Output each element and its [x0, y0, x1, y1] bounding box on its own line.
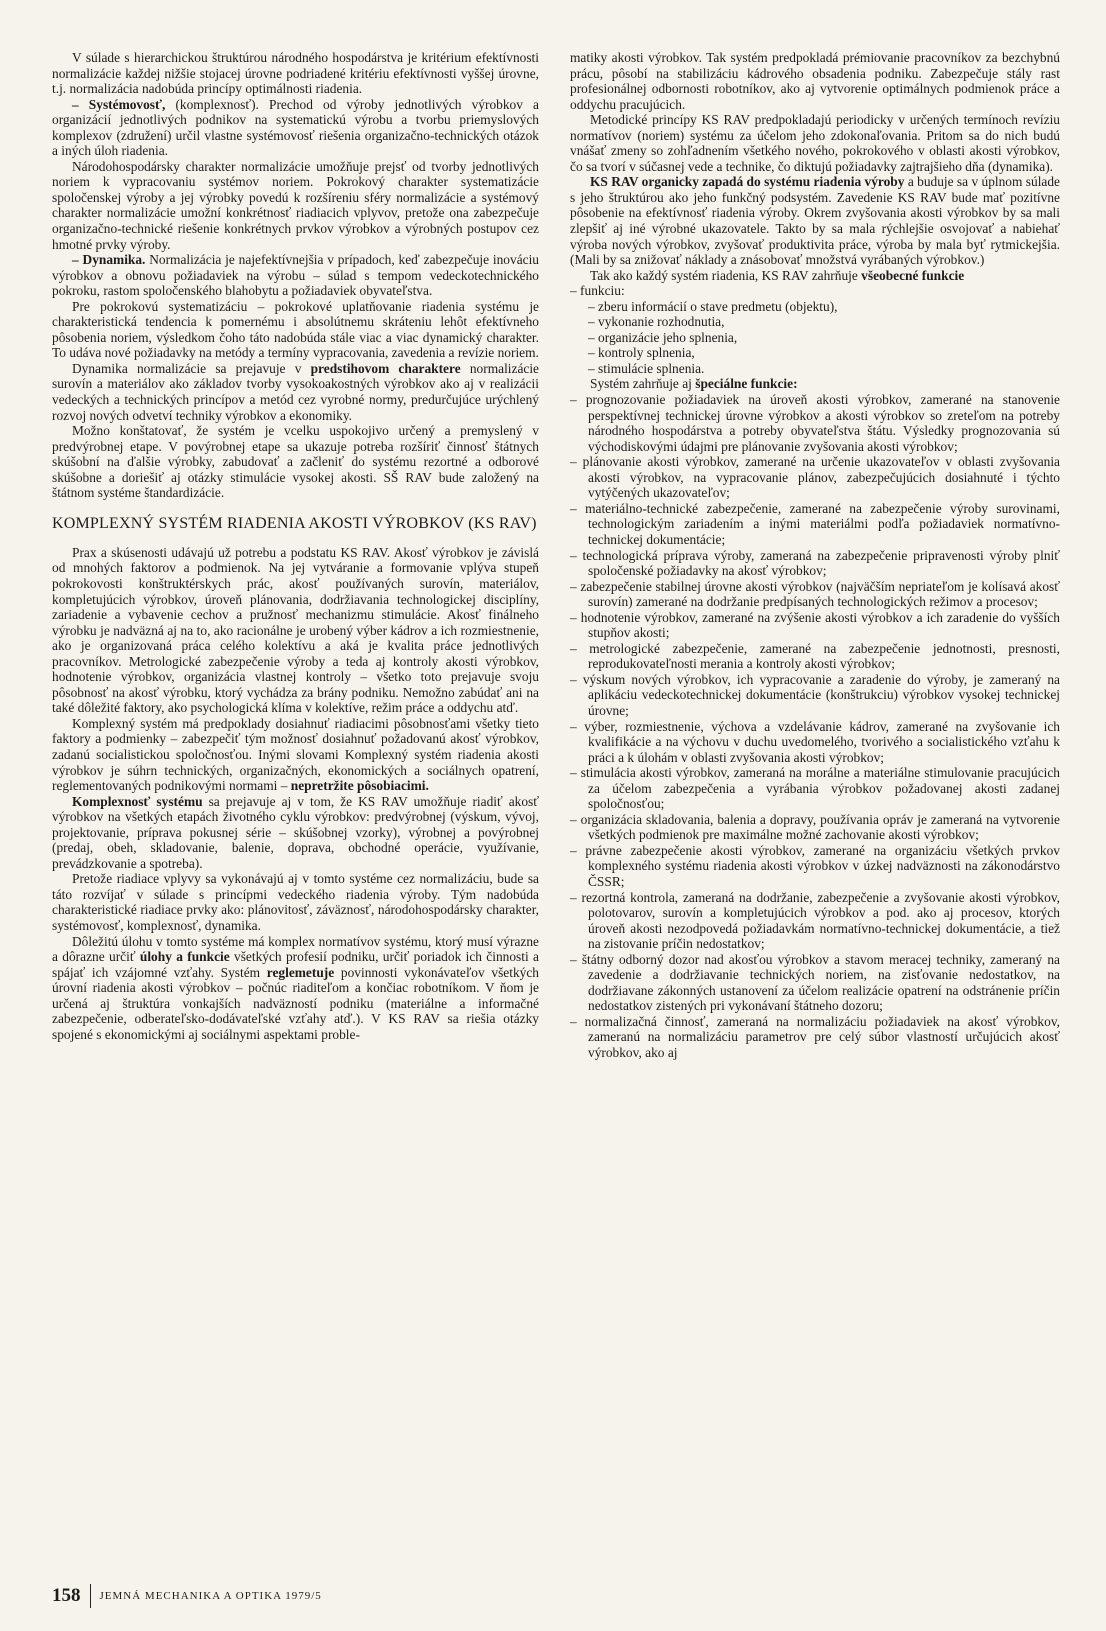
- list-item: – plánovanie akosti výrobkov, zamerané na určenie ukazovateľov v oblasti zvyšovania akosti výrobkov, na vypracovanie plánov, zabezpečujúcich dosiahnuté i týchto vytýčených ukazovateľov;: [570, 454, 1060, 501]
- list-item: – technologická príprava výroby, zameraná na zabezpečenie pripravenosti výroby plniť spoločenské požiadavky na akosť výrobkov;: [570, 547, 1060, 579]
- paragraph: Dôležitú úlohu v tomto systéme má komplex normatívov systému, ktorý musí výrazne a dôrazne určiť úlohy a funkcie všetkých profesií podniku, určiť poriadok ich činnosti a spájať ich vzájomné vzťahy. Systém reglemetuje povinnosti vykonávateľov všetkých úrovní riadenia akosti výrobkov – počnúc riaditeľom a končiac robotníkom. V ňom je určená aj štruktúra vonkajších nadväzností podniku (materiálne a informačné zabezpečenie, odberateľsko-dodávateľské vzťahy atď.). V KS RAV sa riešia otázky spojené s ekonomickými aj sociálnymi aspektami proble-: [52, 933, 539, 1042]
- paragraph: Dynamika normalizácie sa prejavuje v predstihovom charaktere normalizácie surovín a materiálov ako základov tvorby vysokoakostných výrobkov ako aj v realizácii vedeckých a technických princípov a metód cez vyrobné normy, predurčujúce urýchlený rozvoj nových odvetví techniky výrobkov a ekonomiky.: [52, 360, 540, 423]
- paragraph: Pretože riadiace vplyvy sa vykonávajú aj v tomto systéme cez normalizáciu, bude sa táto rozvíjať v súlade s princípmi vedeckého riadenia výroby. Tým nadobúda charakteristické riadiace prvky ako: plánovitosť, záväznosť, národohospodársky charakter, systémovosť, komplexnosť, dynamika.: [52, 871, 539, 933]
- journal-name: JEMNÁ MECHANIKA A OPTIKA 1979/5: [99, 1590, 322, 1602]
- list-item: – výber, rozmiestnenie, výchova a vzdelávanie kádrov, zamerané na zvyšovanie ich kvalifikácie a na výchovu v duchu uvedomelého, tvorivého a socialistického vzťahu k práci a k úlohám v oblasti zvyšovania akosti výrobkov;: [570, 718, 1060, 765]
- list-item: – vykonanie rozhodnutia,: [588, 314, 725, 330]
- list-item: – výskum nových výrobkov, ich vypracovanie a zaradenie do výroby, je zameraný na aplikáciu vedeckotechnickej dokumentácie (konštrukciu) výrobkov vysokej technickej úrovne;: [570, 671, 1060, 718]
- right-column: [570, 50, 1060, 1061]
- footer-divider: [90, 1584, 91, 1608]
- list-item: – materiálno-technické zabezpečenie, zamerané na zabezpečenie výroby surovinami, technologickým zariadením a inými materiálmi podľa požiadaviek normatívno-technickej dokumentácie;: [570, 500, 1060, 547]
- section-heading: KOMPLEXNÝ SYSTÉM RIADENIA AKOSTI VÝROBKOV (KS RAV): [52, 514, 537, 532]
- list-item: – právne zabezpečenie akosti výrobkov, zamerané na organizáciu všetkých prvkov komplexného systému riadenia akosti výrobkov v úzkej nadväznosti na zákonodárstvo ČSSR;: [570, 842, 1060, 889]
- paragraph: KS RAV organicky zapadá do systému riadenia výroby a buduje sa v úplnom súlade s jeho štruktúrou ako jeho funkčný podsystém. Zavedenie KS RAV bude mať pozitívne pôsobenie na efektívnosť riadenia výroby. Okrem zvyšovania akosti výrobkov by sa mali zlepšiť aj iné výrobné ukazovatele. Takto by sa mala rýchlejšie osvojovať a nabiehať výroba nových výrobkov, zvyšovať produktivita práce, výroba by mala byť rytmickejšia. (Mali by sa znižovať náklady a znásobovať množstvá vyrábaných výrobkov.): [570, 174, 1060, 268]
- paragraph: Tak ako každý systém riadenia, KS RAV zahrňuje všeobecné funkcie: [590, 267, 965, 283]
- paragraph: Národohospodársky charakter normalizácie umožňuje prejsť od tvorby jednotlivých noriem k vypracovaniu systémov noriem. Pokrokový charakter systematizácie spoločenskej výroby a jej výrobky povedú k rozšíreniu sféry normalizácie a systémový charakter normalizácie umožní konkrétnosť riadiacich vplyvov, pretože ona zabezpečuje organizačno-technické riešenie konkrétnych prvkov výrobkov a výrobných postupov cez hmotné prvky výroby.: [52, 158, 539, 252]
- bold-lead: – Dynamika.: [72, 252, 146, 268]
- paragraph: Metodické princípy KS RAV predpokladajú periodicky v určených termínoch revíziu normatívov (noriem) systému za účelom jeho zdokonaľovania. Pritom sa do nich budú vnášať zmeny so zohľadnením všetkého nového, pokrokového v oblasti akosti výrobkov, čo sa tvorí v súčasnej vede a technike, čo diktujú požiadavky zajtrajšieho dňa (dynamika).: [570, 112, 1060, 174]
- list-item: – stimulácie splnenia.: [588, 360, 705, 376]
- list-item: – organizácie jeho splnenia,: [588, 329, 738, 345]
- list-item: – hodnotenie výrobkov, zamerané na zvýšenie akosti výrobkov a ich zaradenie do vyšších stupňov akosti;: [570, 609, 1060, 641]
- list-item: – metrologické zabezpečenie, zamerané na zabezpečenie jednotnosti, presnosti, reprodukovateľnosti merania a kontroly akosti výrobkov;: [570, 640, 1060, 672]
- page-number: 158: [52, 1585, 81, 1606]
- list-item: – rezortná kontrola, zameraná na dodržanie, zabezpečenie a zvyšovanie akosti výrobkov, polotovarov, surovín a kompletujúcich výrobkov a pod. ako aj procesov, ktorých úroveň akosti nezodpovedá požiadavkám normatívno-technickej dokumentácie, a tiež na zistovanie príčin nedostatkov;: [570, 889, 1060, 952]
- paragraph: – Systémovosť, (komplexnosť). Prechod od výroby jednotlivých výrobkov a organizácií jednotlivých podnikov na systematickú výrobu a tvorbu priemyslových komplexov (združení) určil vlastne systémovosť riešenia organizačno-technických otázok a iných úloh riadenia.: [52, 96, 539, 159]
- paragraph: V súlade s hierarchickou štruktúrou národného hospodárstva je kritérium efektívnosti normalizácie každej nižšie stojacej úrovne podriadené kritériu efektívnosti vyššej úrovne, t.j. normalizácia nadobúda princípy optimálnosti riadenia.: [52, 50, 539, 97]
- paragraph: Pre pokrokovú systematizáciu – pokrokové uplatňovanie riadenia systému je charakteristická tendencia k pomernému i absolútnemu skráteniu lehôt efektívneho pôsobenia noriem, výsledkom čoho táto nadobúda stále viac a viac dynamický charakter. To udáva nové požiadavky na metódy a termíny vypracovania, zavedenia a revízie noriem.: [52, 298, 539, 361]
- paragraph: Komplexný systém má predpoklady dosiahnuť riadiacimi pôsobnosťami všetky tieto faktory a podmienky – zabezpečiť tým možnosť dosiahnuť požadovanú akosť výrobkov, zadanú socialistickou spoločnosťou. Inými slovami Komplexný systém riadenia akosti výrobkov je súhrn technických, organizačných, ekonomických a sociálnych opatrení, reglementovaných podnikovými normami – nepretržite pôsobiacimi.: [52, 715, 539, 794]
- paragraph: matiky akosti výrobkov. Tak systém predpokladá prémiovanie pracovníkov za bezchybnú prácu, pôsobí na stabilizáciu kádrového obsadenia podniku. Zabezpečuje stály rast profesionálnej odbornosti robotníkov, ako aj vytvorenie optimálnych podmienok práce a oddychu pracujúcich.: [570, 50, 1060, 112]
- bold-lead: – Systémovosť,: [72, 96, 166, 112]
- page-footer: [52, 1584, 322, 1608]
- list-item: – zberu informácií o stave predmetu (objektu),: [588, 298, 838, 314]
- list-item: – organizácia skladovania, balenia a dopravy, používania opráv je zameraná na vytvorenie všetkých podmienok pre maximálne možné zachovanie akosti výrobkov;: [570, 811, 1060, 843]
- paragraph: Komplexnosť systému sa prejavuje aj v tom, že KS RAV umožňuje riadiť akosť výrobkov na všetkých etapách životného cyklu výrobkov: predvýrobnej (výskum, vývoj, projektovanie, príprava pokusnej série – skúšobnej vzorky), výrobnej a povýrobnej (predaj, obeh, skladovanie, balenie, doprava, obchodné operácie, využívanie, prevádzkovanie a spotreba).: [52, 793, 539, 871]
- list-item: – prognozovanie požiadaviek na úroveň akosti výrobkov, zamerané na stanovenie perspektívnej technickej úrovne výrobkov a akosti výrobkov so zreteľom na potreby národného hospodárstva a potreby obyvateľstva štátu. Výsledky prognozovania sú východiskovými údajmi pre plánovanie zvyšovania akosti výrobkov;: [570, 392, 1060, 454]
- list-item: – štátny odborný dozor nad akosťou výrobkov a stavom meracej techniky, zameraný na zavedenie a dodržiavanie technických noriem, na zisťovanie nedostatkov, na dodržiavane zákonných ustanovení za účelom realizácie opatrení na odstránenie príčin nedostatkov zistených pri vykonávaní štátneho dozoru;: [570, 951, 1060, 1014]
- left-column: [52, 50, 539, 1042]
- paragraph: Systém zahrňuje aj špeciálne funkcie:: [590, 376, 798, 392]
- paragraph: Možno konštatovať, že systém je vcelku uspokojivo určený a premyslený v predvýrobnej etape. V povýrobnej etape sa ukazuje potreba rozšíriť činnosť štátnych skúšobní na ďalšie výrobky, zabudovať a začleniť do systému rezortné a odborové skúšobne a doriešiť aj otázky stimulácie vysokej akosti. SŠ RAV bude založený na štátnom systéme štandardizácie.: [52, 423, 539, 501]
- list-item: – zabezpečenie stabilnej úrovne akosti výrobkov (najväčším nepriateľom je kolísavá akosť surovín) zamerané na dodržanie predpísaných technologických režimov a procesov;: [570, 578, 1060, 610]
- list-item: – stimulácia akosti výrobkov, zameraná na morálne a materiálne stimulovanie pracujúcich za účelom zabezpečenia a vyrábania výrobkov požadovanej akosti zadanej spoločnosťou;: [570, 765, 1060, 812]
- paragraph: Prax a skúsenosti udávajú už potrebu a podstatu KS RAV. Akosť výrobkov je závislá od mnohých faktorov a podmienok. Na jej vytváranie a formovanie vplýva stupeň pokrokovosti konštruktérskych prác, akosť používaných surovín, materiálov, kompletujúcich výrobkov, úroveň plánovania, dodržiavania technologickej disciplíny, zariadenie a vybavenie cechov a pružnosť mechanizmu stimulácie. Akosť finálneho výrobku je nadväzná aj na to, ako racionálne je urobený výber kádrov a ich rozmiestnenie, ako je organizovaná práca celého kolektívu a aká je kvalita práce jednotlivých pracovníkov. Metrologické zabezpečenie výroby a teda aj kontroly akosti výrobkov, hodnotenie výrobkov, organizácia vlastnej kontroly – všetko toto prejavuje svoju pôsobnosť na akosť výrobku, ktorý vychádza za brány podniku. Nemožno zabúdať ani na také dôležité faktory, ako psychologická klíma v kolektíve, režim práce a oddychu atď.: [52, 544, 539, 716]
- paragraph: – Dynamika. Normalizácia je najefektívnejšia v prípadoch, keď zabezpečuje inováciu výrobkov a obnovu požiadaviek na výrobu – súlad s tempom vedeckotechnického pokroku, rastom spoločenského blahobytu a požiadaviek obyvateľstva.: [52, 252, 540, 299]
- list-item: – normalizačná činnosť, zameraná na normalizáciu požiadaviek na akosť výrobkov, zameranú na normalizáciu parametrov pre celý súbor vlastností určujúcich akosť výrobkov, ako aj: [570, 1013, 1060, 1060]
- list-item: – kontroly splnenia,: [588, 345, 695, 361]
- list-item: – funkciu:: [570, 283, 625, 299]
